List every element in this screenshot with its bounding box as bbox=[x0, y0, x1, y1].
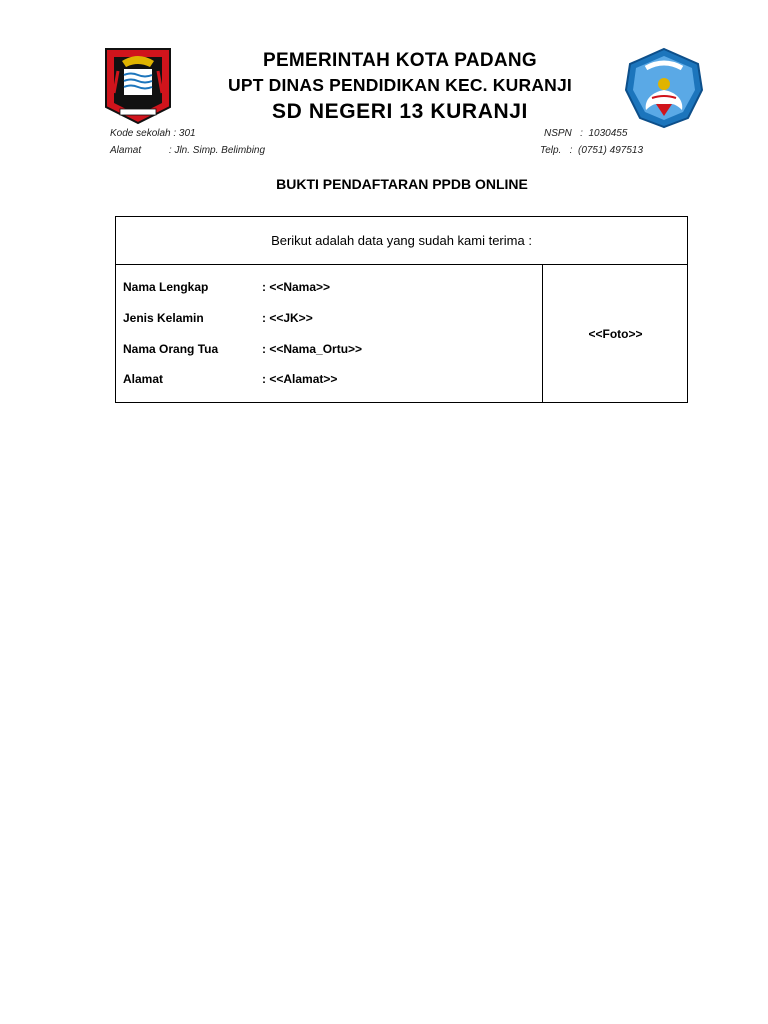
letterhead bbox=[100, 44, 710, 164]
tut-wuri-handayani-emblem-icon bbox=[622, 46, 706, 130]
field-value: : <<Alamat>> bbox=[262, 372, 338, 386]
field-label: Nama Orang Tua bbox=[123, 342, 219, 356]
field-label: Jenis Kelamin bbox=[123, 311, 204, 325]
registration-box bbox=[115, 216, 688, 403]
agency-name: UPT DINAS PENDIDIKAN KEC. KURANJI bbox=[228, 75, 572, 95]
field-value: : <<Nama>> bbox=[262, 280, 331, 294]
school-name: SD NEGERI 13 KURANJI bbox=[272, 100, 528, 123]
intro-text: Berikut adalah data yang sudah kami terima : bbox=[271, 233, 532, 248]
school-address: Alamat : Jln. Simp. Belimbing bbox=[110, 145, 266, 156]
document-title: BUKTI PENDAFTARAN PPDB ONLINE bbox=[276, 176, 528, 192]
field-label: Alamat bbox=[123, 372, 164, 386]
padang-city-emblem-icon bbox=[104, 47, 172, 125]
field-value: : <<JK>> bbox=[262, 311, 313, 325]
field-value: : <<Nama_Ortu>> bbox=[262, 342, 363, 356]
intro-row bbox=[116, 217, 687, 265]
government-name: PEMERINTAH KOTA PADANG bbox=[262, 50, 537, 71]
school-code: Kode sekolah : 301 bbox=[110, 128, 196, 139]
field-label: Nama Lengkap bbox=[123, 280, 209, 294]
photo-placeholder bbox=[543, 265, 688, 403]
photo-placeholder-text: <<Foto>> bbox=[588, 327, 643, 341]
school-phone: Telp. : (0751) 497513 bbox=[540, 145, 644, 156]
school-nspn: NSPN : 1030455 bbox=[544, 128, 628, 139]
